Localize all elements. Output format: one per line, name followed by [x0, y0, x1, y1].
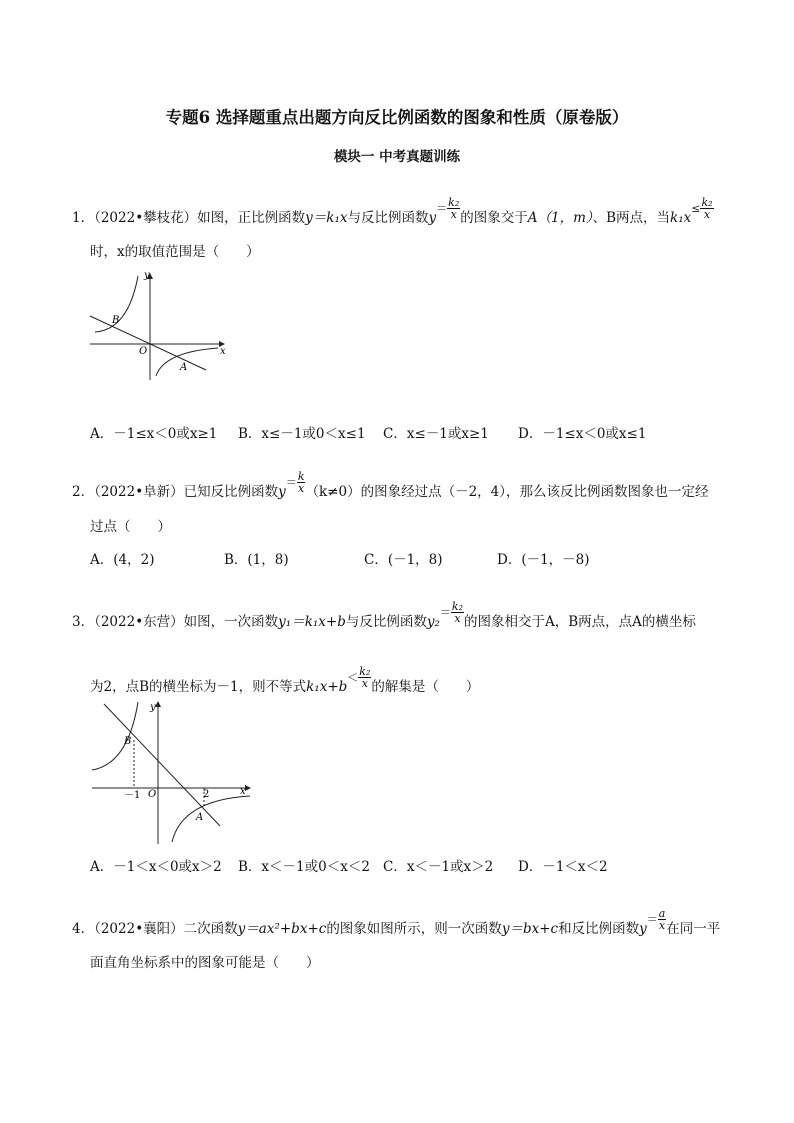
q1-label-b: B — [112, 315, 120, 326]
q2-fraction — [297, 471, 306, 494]
q3-lhs: y₂ — [426, 614, 440, 630]
q3-label-b: B — [124, 736, 132, 747]
q3-text-c: 的图象相交于A，B两点，点A的横坐标 — [464, 614, 696, 630]
q1-label-y: y — [144, 270, 150, 281]
q2-line1 — [72, 470, 709, 504]
q1-text-c: 的图象交于 — [460, 210, 528, 226]
q1-eq2-equals: ＝ — [436, 202, 448, 215]
q4-frac-den: x — [658, 919, 666, 932]
q3-frac-den: x — [454, 612, 461, 625]
q3-option-a[interactable]: A．－1＜x＜0或x＞2 — [90, 859, 222, 875]
q2-text-b: （k≠0）的图象经过点（－2，4），那么该反比例函数图象也一定经 — [305, 484, 709, 500]
q1-text-b: 与反比例函数 — [347, 210, 429, 226]
page-title: 专题6 选择题重点出题方向反比例函数的图象和性质（原卷版） — [165, 108, 629, 127]
q1-text-e: 时， — [90, 244, 117, 260]
q2-source: （2022•阜新） — [94, 484, 184, 500]
q4-eq1: y＝ax²+bx+c — [237, 921, 327, 937]
q2-frac-num: k — [297, 470, 305, 483]
q1-cond-fraction — [700, 197, 713, 220]
q4-rhs — [647, 908, 667, 931]
q2-rhs — [286, 471, 306, 494]
q3-ineq-op: ＜ — [347, 671, 359, 684]
q2-equals: ＝ — [285, 476, 297, 489]
q3-ineq-rhs — [347, 666, 371, 689]
q4-frac-num: a — [658, 907, 666, 920]
q3-figure — [88, 698, 253, 846]
q2-line2: 过点（ ） — [90, 519, 171, 535]
q3-label-a: A — [196, 812, 204, 823]
q3-label-minus-one: －1 — [124, 790, 141, 801]
module-heading: 模块一 中考真题训练 — [333, 149, 461, 165]
q1-label-origin: O — [139, 346, 148, 357]
q2-option-c[interactable]: C．(－1，8) — [364, 552, 443, 568]
q3-eq1: y₁＝k₁x+b — [278, 614, 346, 630]
q2-option-d[interactable]: D．(－1，－8) — [497, 552, 590, 568]
q2-number: 2． — [72, 484, 95, 500]
q1-text-a: 如图，正比例函数 — [197, 210, 306, 226]
q4-lhs: y — [639, 921, 647, 937]
q4-text-a: 二次函数 — [183, 921, 238, 937]
q3-line2 — [90, 665, 480, 699]
q1-point-a: A（1，m） — [527, 210, 593, 226]
q1-number: 1． — [72, 210, 95, 226]
q1-frac-num: k₂ — [448, 196, 460, 209]
q1-text-f: x的取值范围是（ ） — [117, 244, 260, 260]
q1-cond-frac-num: k₂ — [701, 196, 713, 209]
q1-line-graph — [90, 316, 206, 370]
q1-fraction — [447, 197, 460, 220]
q2-option-a[interactable]: A．(4，2) — [90, 552, 155, 568]
q4-equals: ＝ — [646, 913, 658, 926]
q3-equals: ＝ — [439, 606, 451, 619]
q1-cond-frac-den: x — [703, 208, 711, 221]
q1-cond-op: ≤ — [691, 202, 701, 215]
q1-text-d: 、B两点，当 — [592, 210, 671, 226]
q3-ineq-frac-num: k₂ — [359, 665, 371, 678]
q3-line-graph — [104, 704, 220, 826]
q1-figure — [88, 268, 233, 383]
q3-ineq-frac-den: x — [361, 677, 368, 690]
q2-frac-den: x — [298, 482, 305, 495]
q1-frac-den: x — [450, 208, 457, 221]
q3-line1 — [72, 600, 696, 634]
q4-line2: 面直角坐标系中的图象可能是（ ） — [90, 955, 320, 971]
q1-condition-rhs — [691, 197, 713, 220]
q3-option-d[interactable]: D．－1＜x＜2 — [518, 859, 608, 875]
q1-option-a[interactable]: A．－1≤x＜0或x≥1 — [90, 426, 218, 442]
q4-number: 4． — [72, 921, 95, 937]
q1-label-x: x — [220, 346, 226, 357]
q2-lhs: y — [278, 484, 286, 500]
q1-eq2-rhs — [436, 197, 460, 220]
q3-hyperbola-right — [172, 796, 250, 842]
q3-label-two: 2 — [203, 789, 210, 800]
q3-inequality: k₁x+b — [306, 679, 348, 695]
q1-eq1: y＝k₁x — [305, 210, 348, 226]
q3-ineq-fraction — [358, 666, 371, 689]
q1-source: （2022•攀枝花） — [94, 210, 198, 226]
q3-frac-num: k₂ — [451, 600, 463, 613]
q2-option-b[interactable]: B．(1，8) — [224, 552, 289, 568]
q1-condition: k₁x — [670, 210, 692, 226]
q3-text-b: 与反比例函数 — [345, 614, 427, 630]
q3-label-origin: O — [148, 789, 157, 800]
q1-line2 — [90, 240, 260, 260]
q3-number: 3． — [72, 614, 95, 630]
q3-label-x: x — [240, 786, 246, 797]
q3-rhs — [440, 601, 464, 624]
q4-eq2: y＝bx+c — [501, 921, 559, 937]
q3-option-c[interactable]: C．x＜－1或x＞2 — [383, 859, 494, 875]
q3-fraction — [451, 601, 464, 624]
q1-option-c[interactable]: C．x≤－1或x≥1 — [383, 426, 489, 442]
q3-text-e: 的解集是（ ） — [371, 679, 480, 695]
q3-text-d: 为2，点B的横坐标为－1，则不等式 — [90, 679, 307, 695]
q1-option-d[interactable]: D．－1≤x＜0或x≤1 — [518, 426, 647, 442]
q1-eq2-lhs: y — [428, 210, 437, 226]
q1-label-a: A — [180, 362, 188, 373]
q4-source: （2022•襄阳） — [94, 921, 184, 937]
q4-text-c: 和反比例函数 — [558, 921, 640, 937]
q3-label-y: y — [150, 702, 156, 713]
q4-text-b: 的图象如图所示，则一次函数 — [326, 921, 502, 937]
q1-option-b[interactable]: B．x≤－1或0＜x≤1 — [238, 426, 366, 442]
q3-text-a: 如图，一次函数 — [183, 614, 279, 630]
q4-line1 — [72, 907, 721, 941]
q1-line1 — [72, 196, 714, 230]
q4-fraction — [658, 908, 667, 931]
q4-text-d: 在同一平 — [666, 921, 721, 937]
q2-text-a: 已知反比例函数 — [183, 484, 279, 500]
q3-option-b[interactable]: B．x＜－1或0＜x＜2 — [238, 859, 370, 875]
q3-source: （2022•东营） — [94, 614, 184, 630]
